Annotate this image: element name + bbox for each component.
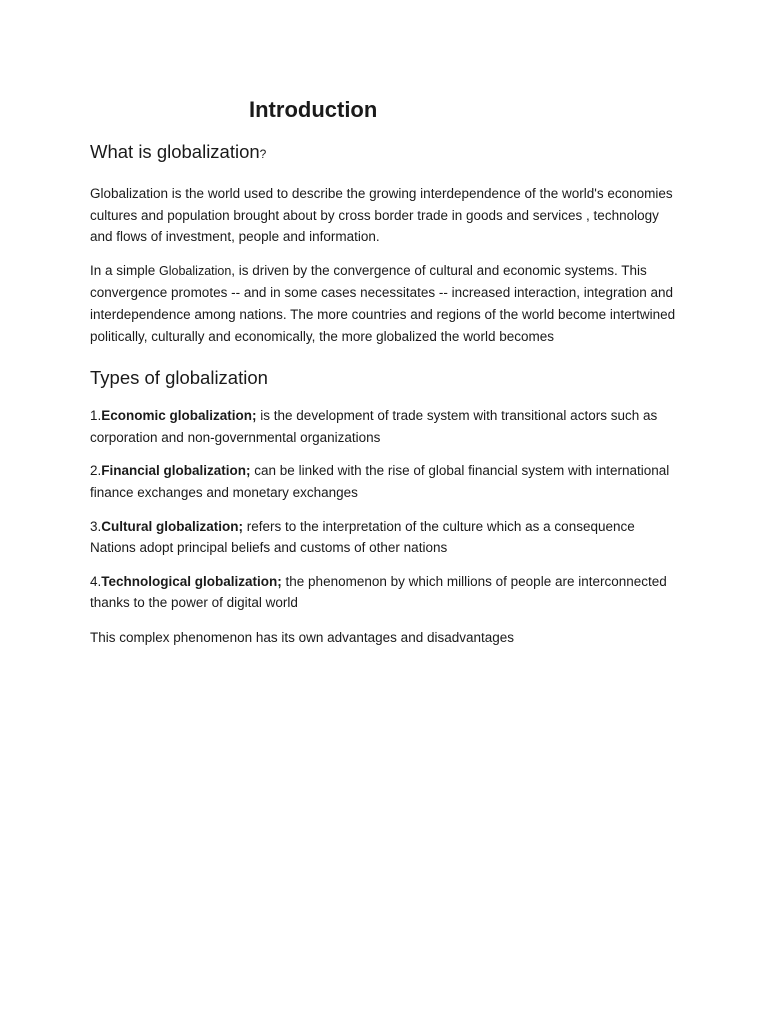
- type-term: Financial globalization;: [101, 463, 251, 479]
- definition-paragraph: Globalization is the world used to describe the growing interdependence of the world's economies cultures and population brought about by cross border trade in goods and services , technology and flows of investment, people and information.: [90, 186, 673, 245]
- document-title: Introduction: [249, 97, 378, 122]
- type-item-economic: [90, 405, 682, 448]
- type-term: Technological globalization;: [101, 573, 282, 589]
- type-item-financial: [90, 460, 682, 503]
- type-number: 3.: [90, 518, 102, 534]
- type-description: is the development of trade system with transitional actors such as corporation and non-governmental organizations: [90, 408, 658, 445]
- paragraph-rest-text: , is driven by the convergence of cultural and economic systems. This convergence promotes -- and in some cases necessitates -- increased interaction, integration and interdependence among nations. The more countries and regions of the world become intertwined politically, culturally and economically, the more globalized the world becomes: [90, 262, 676, 344]
- type-number: 2.: [90, 463, 102, 479]
- type-description: can be linked with the rise of global financial system with international finance exchanges and monetary exchanges: [90, 463, 670, 500]
- paragraph-globalization-word: Globalization: [159, 263, 232, 278]
- heading-question-mark: ?: [259, 147, 267, 161]
- convergence-paragraph: [90, 260, 680, 347]
- type-term: Economic globalization;: [101, 408, 257, 424]
- type-term: Cultural globalization;: [101, 518, 244, 534]
- type-number: 4.: [90, 573, 102, 589]
- type-item-technological: [90, 571, 682, 614]
- type-item-cultural: [90, 516, 682, 559]
- type-number: 1.: [90, 408, 102, 424]
- type-description: the phenomenon by which millions of people are interconnected thanks to the power of digital world: [90, 573, 667, 611]
- type-description: refers to the interpretation of the culture which as a consequence Nations adopt principal beliefs and customs of other nations: [90, 518, 635, 556]
- section-heading-types-of-globalization: Types of globalization: [90, 367, 268, 389]
- section-heading-text: What is globalization: [90, 141, 260, 162]
- paragraph-lead-text: In a simple: [90, 262, 160, 278]
- closing-paragraph: This complex phenomenon has its own advantages and disadvantages: [90, 629, 515, 645]
- section-heading-what-is-globalization: [90, 139, 680, 167]
